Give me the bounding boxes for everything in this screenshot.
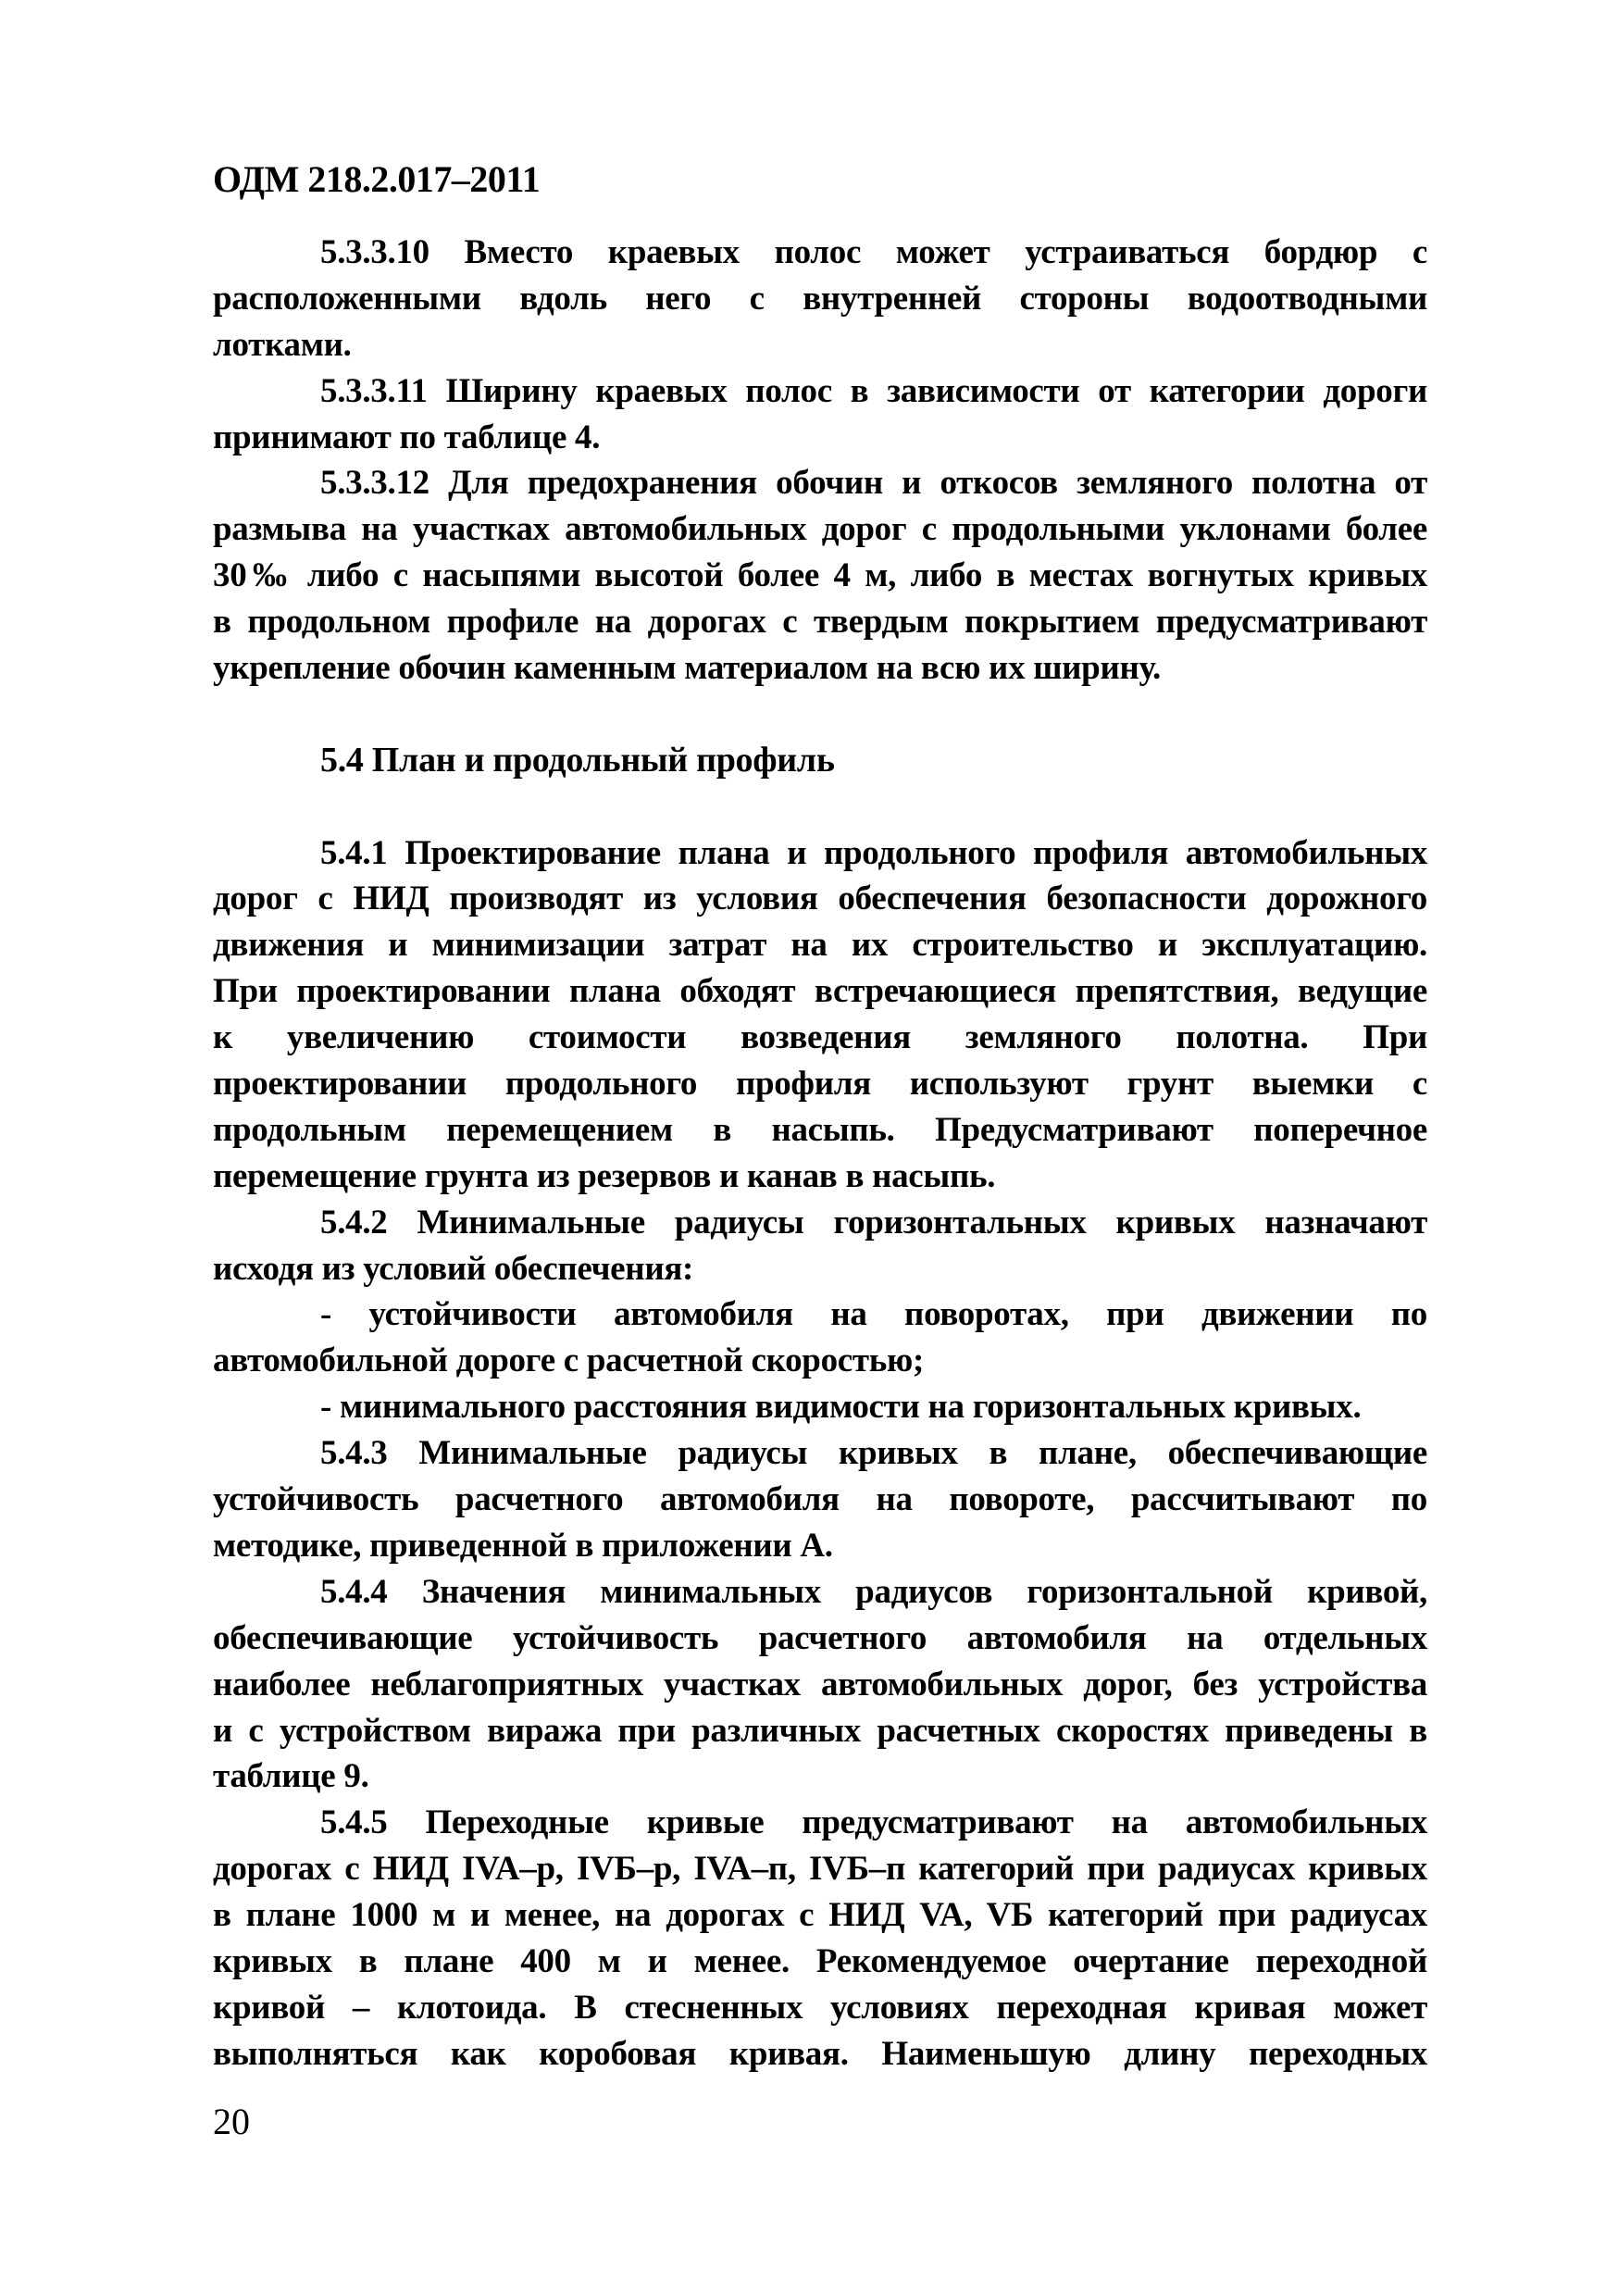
paragraph-line: принимают по таблице 4. [213, 418, 601, 456]
paragraph-line: продольным перемещением в насыпь. Предусматривают поперечное [213, 1110, 1427, 1149]
spacer [213, 692, 1427, 738]
paragraph-line: - устойчивости автомобиля на поворотах, при движении по [320, 1295, 1427, 1334]
paragraph-line: выполняться как коробовая кривая. Наименьшую длину переходных [213, 2034, 1427, 2073]
paragraph-line: в плане 1000 м и менее, на дорогах с НИД VA, VБ категорий при радиусах [213, 1896, 1427, 1935]
paragraph-line: расположенными вдоль него с внутренней стороны водоотводными [213, 279, 1427, 318]
paragraph-line: устойчивость расчетного автомобиля на повороте, рассчитывают по [213, 1480, 1427, 1519]
paragraph [213, 1430, 1427, 1569]
paragraph-line: и с устройством виража при различных расчетных скоростях приведены в [213, 1711, 1427, 1750]
page-number: 20 [213, 2101, 250, 2142]
paragraph-line: дорогах с НИД IVA–р, IVБ–р, IVA–п, IVБ–п категорий при радиусах кривых [213, 1850, 1427, 1889]
paragraph [213, 830, 1427, 1200]
paragraph-line: 5.4.1 Проектирование плана и продольного профиля автомобильных [320, 833, 1427, 872]
paragraph [213, 460, 1427, 691]
paragraph-line: При проектировании плана обходят встречающиеся препятствия, ведущие [213, 972, 1427, 1011]
paragraph-line: 5.3.3.10 Вместо краевых полос может устраиваться бордюр с [320, 233, 1427, 271]
paragraph-line: проектировании продольного профиля используют грунт выемки с [213, 1065, 1427, 1104]
paragraph-line: исходя из условий обеспечения: [213, 1249, 694, 1288]
paragraph-line: 5.3.3.11 Ширину краевых полос в зависимости от категории дороги [320, 371, 1427, 410]
spacer [213, 784, 1427, 830]
paragraph-line: движения и минимизации затрат на их строительство и эксплуатацию. [213, 926, 1427, 965]
paragraph-line: в продольном профиле на дорогах с твердым покрытием предусматривают [213, 603, 1427, 642]
paragraph-line: 30‰ либо с насыпями высотой более 4 м, либо в местах вогнутых кривых [213, 556, 1427, 595]
paragraph-line: 5.4.5 Переходные кривые предусматривают на автомобильных [320, 1803, 1427, 1842]
paragraph [213, 1292, 1427, 1384]
paragraph [213, 1800, 1427, 2077]
paragraph-line: 5.4.3 Минимальные радиусы кривых в плане, обеспечивающие [320, 1434, 1427, 1473]
paragraph-line: размыва на участках автомобильных дорог с продольными уклонами более [213, 510, 1427, 549]
paragraph-line: кривых в плане 400 м и менее. Рекомендуемое очертание переходной [213, 1941, 1427, 1980]
paragraph-line: методике, приведенной в приложении А. [213, 1526, 833, 1565]
paragraph-line: автомобильной дороге с расчетной скоростью; [213, 1341, 925, 1380]
paragraph [213, 1200, 1427, 1292]
paragraph [213, 368, 1427, 461]
section-heading: 5.4 План и продольный профиль [320, 740, 835, 780]
paragraph-line: перемещение грунта из резервов и канав в насыпь. [213, 1156, 996, 1195]
document-code-header: ОДМ 218.2.017–2011 [213, 158, 541, 200]
paragraph [213, 1384, 1427, 1430]
paragraph-line: таблице 9. [213, 1757, 369, 1796]
paragraph-line: к увеличению стоимости возведения земляного полотна. При [213, 1018, 1427, 1057]
paragraph-line: 5.4.4 Значения минимальных радиусов горизонтальной кривой, [320, 1572, 1427, 1611]
paragraph-line: 5.3.3.12 Для предохранения обочин и откосов земляного полотна от [320, 464, 1427, 503]
paragraph-line: укрепление обочин каменным материалом на всю их ширину. [213, 649, 1161, 688]
paragraph [213, 230, 1427, 368]
paragraph-line: наиболее неблагоприятных участках автомобильных дорог, без устройства [213, 1665, 1427, 1703]
paragraph-line: 5.4.2 Минимальные радиусы горизонтальных кривых назначают [320, 1203, 1427, 1242]
paragraph [213, 1569, 1427, 1800]
paragraph-line: обеспечивающие устойчивость расчетного автомобиля на отдельных [213, 1618, 1427, 1657]
paragraph-line: - минимального расстояния видимости на горизонтальных кривых. [320, 1388, 1362, 1427]
paragraph-line: лотками. [213, 325, 352, 364]
document-body [213, 230, 1427, 2078]
paragraph-line: дорог с НИД производят из условия обеспечения безопасности дорожного [213, 880, 1427, 918]
paragraph-line: кривой – клотоида. В стесненных условиях переходная кривая может [213, 1988, 1427, 2027]
